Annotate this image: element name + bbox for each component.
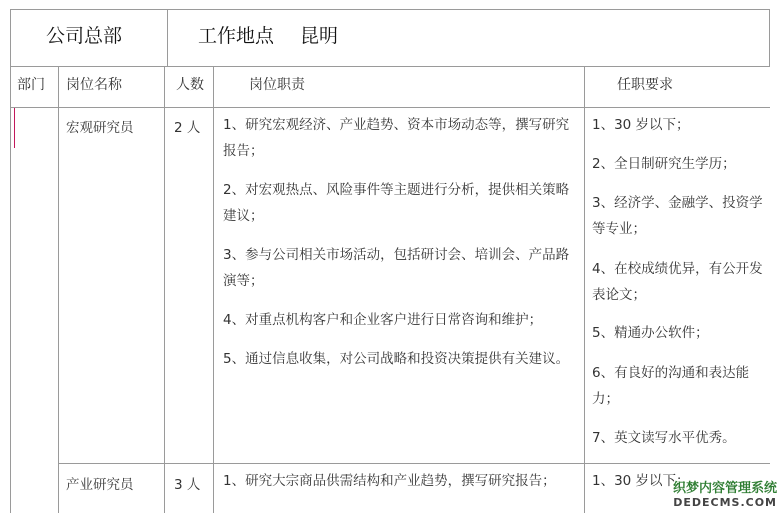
row1-duty: 2、对宏观热点、风险事件等主题进行分析，提供相关策略建议； bbox=[223, 182, 570, 224]
row2-duty: 1、研究大宗商品供需结构和产业趋势，撰写研究报告； bbox=[223, 473, 556, 489]
location-label: 工作地点 bbox=[198, 25, 275, 47]
row1-duty: 4、对重点机构客户和企业客户进行日常咨询和维护； bbox=[223, 312, 543, 328]
col-divider-count bbox=[213, 66, 214, 513]
row1-requirement: 5、精通办公软件； bbox=[592, 325, 709, 341]
colhead-dept: 部门 bbox=[17, 77, 45, 93]
col-divider-duties bbox=[584, 66, 585, 513]
table-border-right bbox=[769, 9, 770, 67]
colhead-requirements: 任职要求 bbox=[617, 77, 673, 93]
watermark-line2: DEDECMS.COM bbox=[673, 496, 777, 509]
row1-duty: 5、通过信息收集，对公司战略和投资决策提供有关建议。 bbox=[223, 351, 570, 367]
table-divider-header bbox=[10, 66, 770, 67]
row1-duty: 3、参与公司相关市场活动，包括研讨会、培训会、产品路演等； bbox=[223, 247, 570, 289]
row1-requirement: 2、全日制研究生学历； bbox=[592, 156, 736, 172]
location-value: 昆明 bbox=[300, 25, 339, 47]
watermark-line1: 织梦内容管理系统 bbox=[672, 481, 777, 496]
col-divider-position bbox=[164, 66, 165, 513]
colhead-position: 岗位名称 bbox=[66, 77, 122, 93]
row2-position: 产业研究员 bbox=[66, 477, 134, 493]
row2-count: 3 人 bbox=[174, 477, 201, 493]
row1-count: 2 人 bbox=[174, 120, 201, 136]
row2-requirement: 1、30 岁以下； bbox=[592, 473, 690, 489]
header-divider bbox=[167, 9, 168, 67]
table-border-top bbox=[10, 9, 770, 10]
edit-marker bbox=[14, 108, 15, 148]
row1-requirement: 6、有良好的沟通和表达能力； bbox=[592, 365, 750, 407]
row1-requirement: 3、经济学、金融学、投资学等专业； bbox=[592, 195, 763, 237]
row1-requirement: 4、在校成绩优异，有公开发表论文； bbox=[592, 261, 763, 303]
row1-requirement: 1、30 岁以下； bbox=[592, 117, 690, 133]
colhead-duties: 岗位职责 bbox=[249, 77, 305, 93]
col-divider-dept bbox=[58, 66, 59, 513]
row1-duty: 1、研究宏观经济、产业趋势、资本市场动态等，撰写研究报告； bbox=[223, 117, 570, 159]
colhead-count: 人数 bbox=[176, 77, 204, 93]
row1-position: 宏观研究员 bbox=[66, 120, 134, 136]
row1-requirement: 7、英文读写水平优秀。 bbox=[592, 430, 736, 446]
table-border-left bbox=[10, 9, 11, 513]
company-label: 公司总部 bbox=[46, 25, 123, 47]
watermark bbox=[673, 477, 777, 509]
table-divider-colhead bbox=[10, 107, 770, 108]
